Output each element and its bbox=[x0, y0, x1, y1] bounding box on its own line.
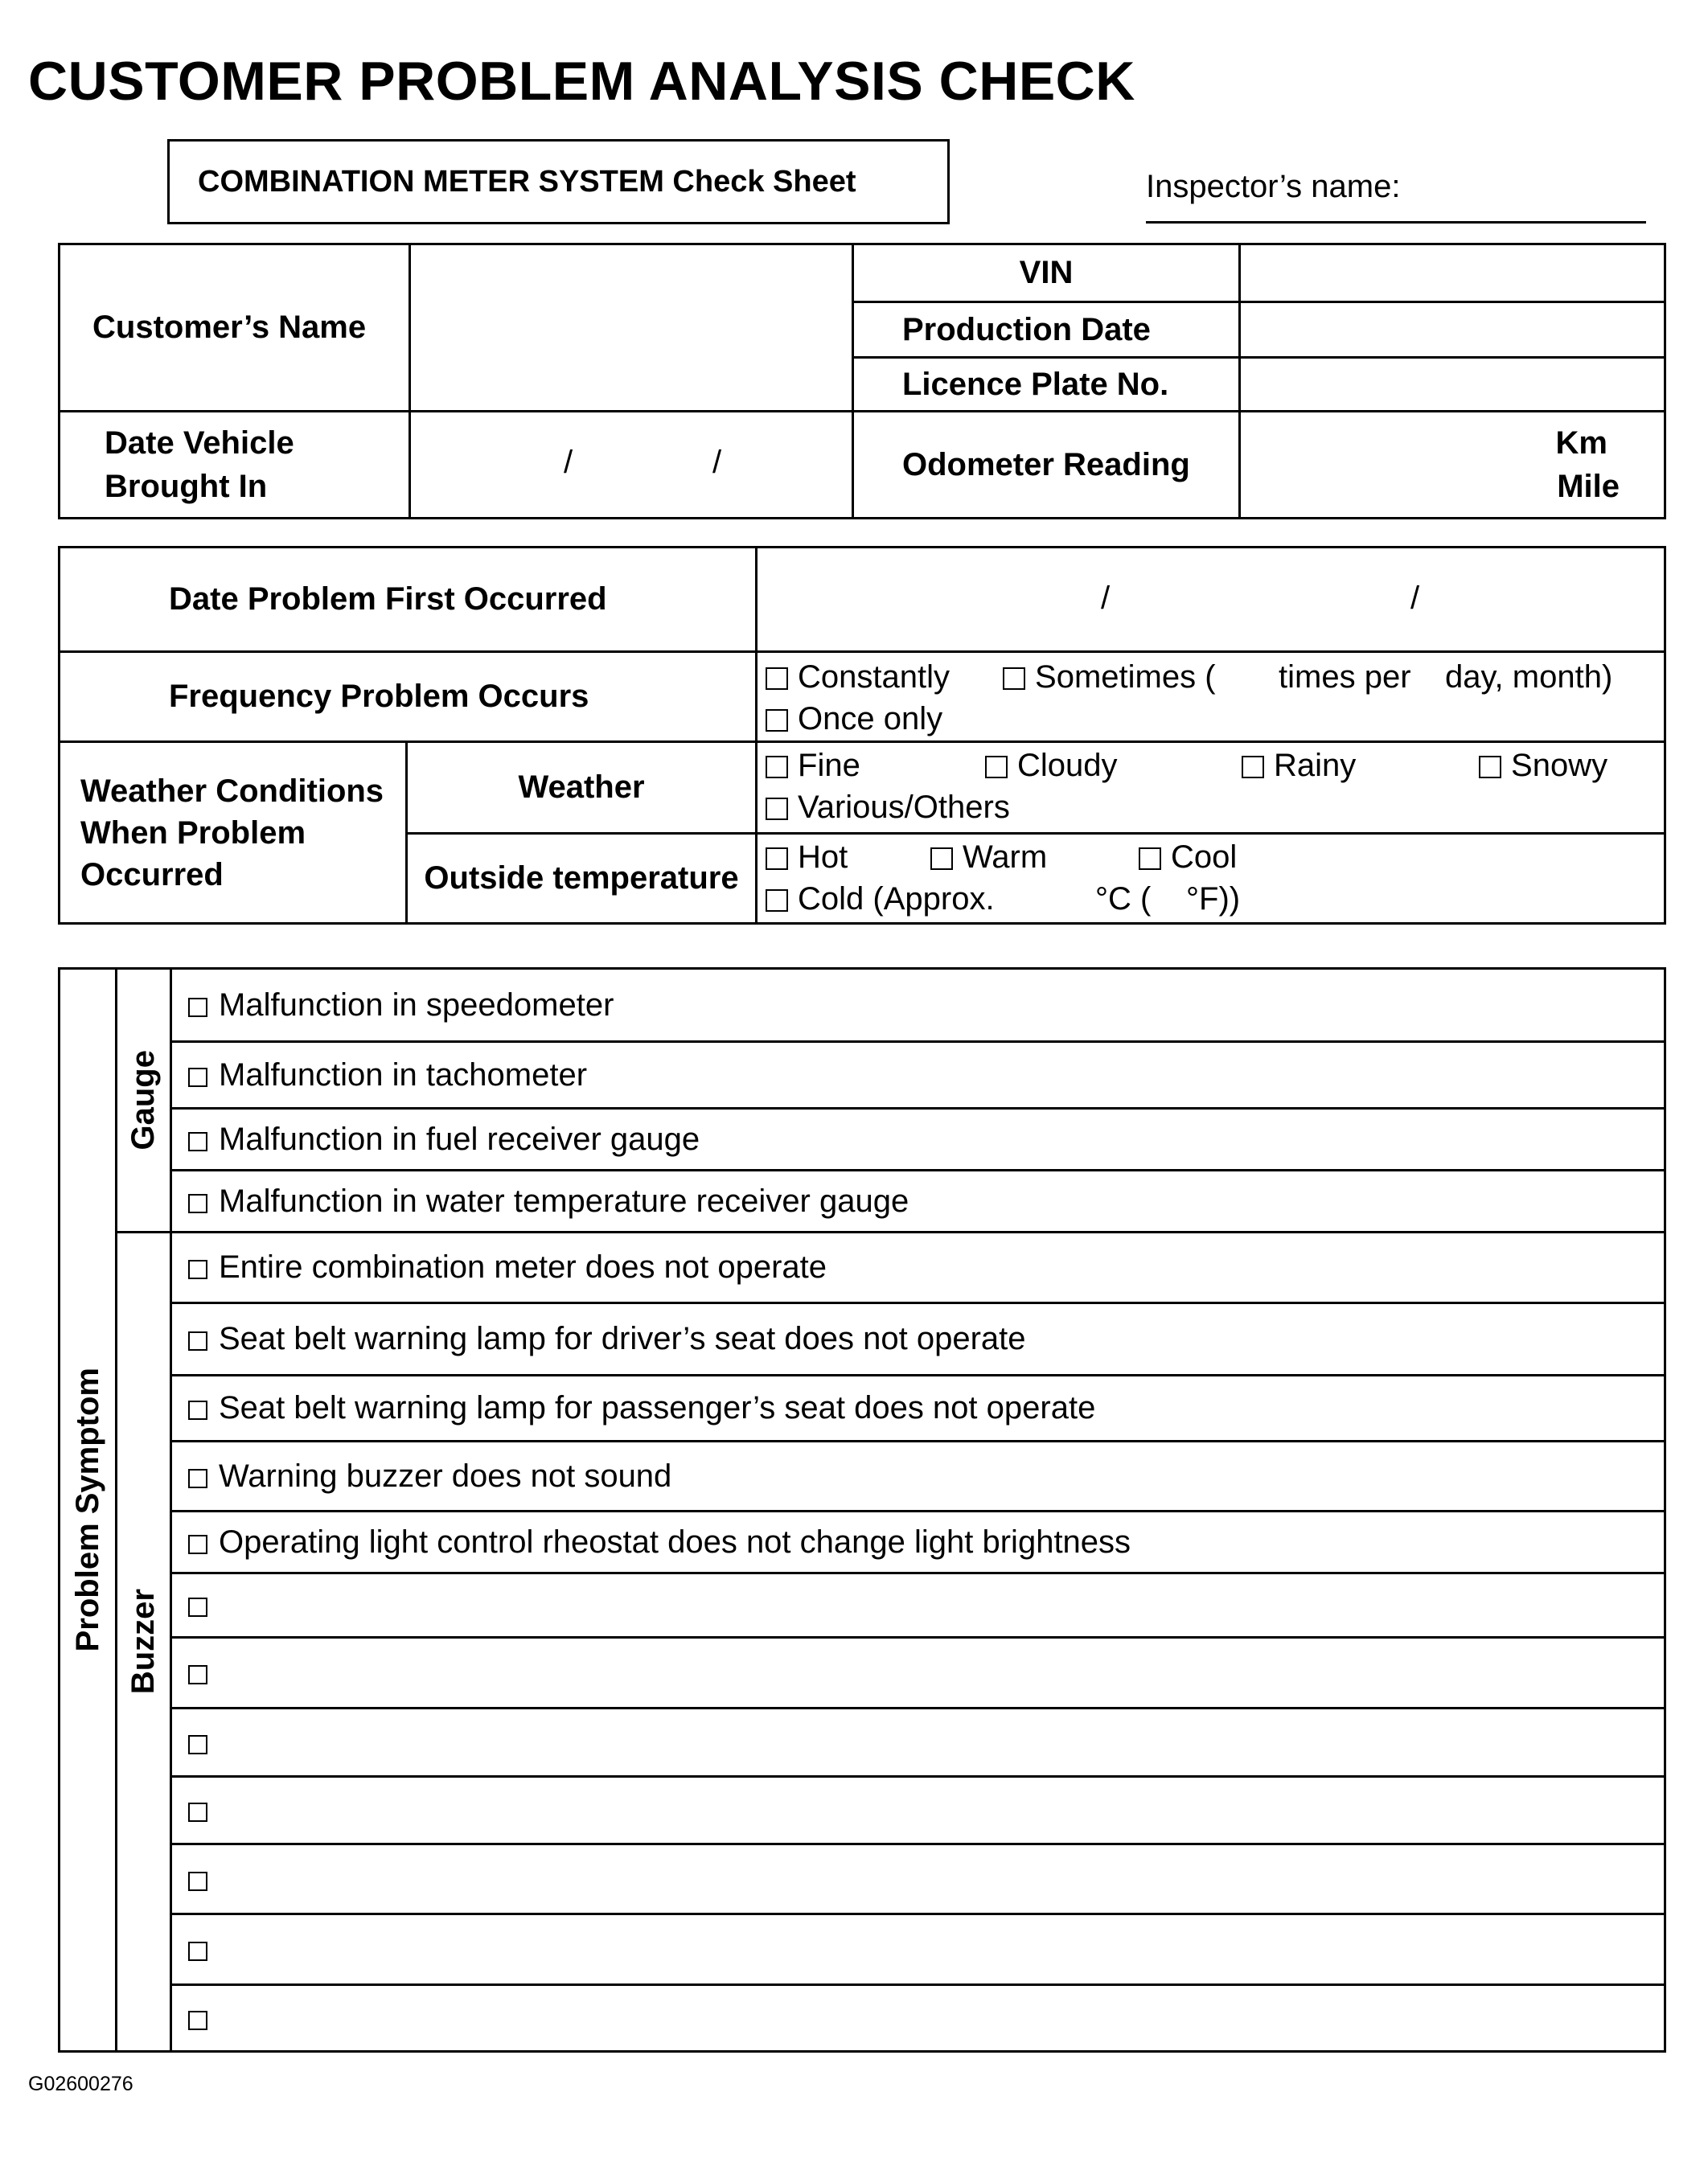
date-slash-1: / bbox=[564, 444, 573, 480]
symptom-item-warning-buzzer[interactable]: Warning buzzer does not sound bbox=[171, 1442, 1665, 1512]
checkbox[interactable] bbox=[985, 756, 1008, 778]
page-title: CUSTOMER PROBLEM ANALYSIS CHECK bbox=[28, 51, 1135, 112]
date-slash-2: / bbox=[712, 444, 722, 480]
checkbox[interactable] bbox=[188, 1535, 207, 1554]
check-sheet-title-box bbox=[167, 139, 950, 224]
checkbox[interactable] bbox=[766, 798, 788, 820]
unit-km: Km bbox=[1555, 425, 1607, 461]
celsius-label: °C ( bbox=[1095, 880, 1152, 917]
checkbox[interactable] bbox=[188, 1194, 207, 1213]
checkbox[interactable] bbox=[188, 1803, 207, 1822]
option-snowy[interactable]: Snowy bbox=[1479, 748, 1607, 784]
symptom-item-speedometer[interactable]: Malfunction in speedometer bbox=[171, 969, 1665, 1042]
checkbox[interactable] bbox=[766, 847, 788, 870]
times-per-label: times per bbox=[1279, 658, 1411, 695]
date-brought-in-label-line2: Brought In bbox=[105, 469, 268, 504]
symptom-item-driver-seatbelt-lamp[interactable]: Seat belt warning lamp for driver’s seat does not operate bbox=[171, 1303, 1665, 1376]
checkbox[interactable] bbox=[188, 1942, 207, 1961]
checkbox[interactable] bbox=[188, 1331, 207, 1351]
checkbox[interactable] bbox=[188, 1260, 207, 1279]
vin-label: VIN bbox=[1019, 255, 1074, 290]
checkbox[interactable] bbox=[188, 998, 207, 1017]
checkbox[interactable] bbox=[188, 2011, 207, 2030]
inspector-name-label: Inspector’s name: bbox=[1146, 169, 1401, 204]
symptom-item-blank[interactable] bbox=[171, 1844, 1665, 1914]
checkbox[interactable] bbox=[766, 889, 788, 912]
checkbox[interactable] bbox=[1139, 847, 1161, 870]
option-once-only[interactable]: Once only bbox=[766, 701, 942, 737]
symptom-item-blank[interactable] bbox=[171, 1985, 1665, 2052]
symptom-item-blank[interactable] bbox=[171, 1709, 1665, 1777]
checkbox[interactable] bbox=[1479, 756, 1501, 778]
vin-field[interactable] bbox=[1240, 244, 1665, 302]
outside-temperature-label: Outside temperature bbox=[424, 860, 739, 896]
symptom-item-tachometer[interactable]: Malfunction in tachometer bbox=[171, 1042, 1665, 1109]
checkbox[interactable] bbox=[188, 1665, 207, 1684]
symptom-item-blank[interactable] bbox=[171, 1573, 1665, 1638]
weather-conditions-label-line2: When Problem bbox=[80, 814, 306, 851]
symptom-item-fuel-gauge[interactable]: Malfunction in fuel receiver gauge bbox=[171, 1109, 1665, 1171]
checkbox[interactable] bbox=[188, 1401, 207, 1420]
weather-conditions-label-line3: Occurred bbox=[80, 856, 224, 892]
checkbox[interactable] bbox=[930, 847, 953, 870]
option-cool[interactable]: Cool bbox=[1139, 839, 1237, 876]
checkbox[interactable] bbox=[188, 1735, 207, 1754]
licence-plate-field[interactable] bbox=[1240, 358, 1665, 412]
option-constantly[interactable]: Constantly bbox=[766, 659, 950, 695]
date-brought-in-field[interactable] bbox=[410, 412, 853, 519]
date-slash-4: / bbox=[1410, 580, 1420, 616]
inspector-name-line[interactable] bbox=[1146, 221, 1646, 224]
option-hot[interactable]: Hot bbox=[766, 839, 848, 876]
checkbox[interactable] bbox=[766, 709, 788, 732]
checkbox[interactable] bbox=[1003, 667, 1025, 690]
checkbox[interactable] bbox=[766, 667, 788, 690]
odometer-field[interactable] bbox=[1240, 412, 1665, 519]
date-first-occurred-field[interactable] bbox=[757, 548, 1665, 652]
symptom-item-blank[interactable] bbox=[171, 1914, 1665, 1985]
symptom-item-water-temp-gauge[interactable]: Malfunction in water temperature receiver gauge bbox=[171, 1171, 1665, 1233]
checkbox[interactable] bbox=[1242, 756, 1264, 778]
symptom-item-rheostat[interactable]: Operating light control rheostat does not change light brightness bbox=[171, 1512, 1665, 1573]
figure-id: G02600276 bbox=[28, 2073, 133, 2095]
fahrenheit-label: °F)) bbox=[1186, 880, 1241, 917]
problem-symptom-label: Problem Symptom bbox=[69, 1368, 105, 1652]
problem-symptom-table bbox=[58, 967, 1666, 2053]
problem-conditions-table bbox=[58, 546, 1666, 925]
symptom-item-passenger-seatbelt-lamp[interactable]: Seat belt warning lamp for passenger’s seat does not operate bbox=[171, 1376, 1665, 1442]
production-date-field[interactable] bbox=[1240, 302, 1665, 358]
date-first-occurred-label: Date Problem First Occurred bbox=[169, 581, 607, 617]
symptom-item-blank[interactable] bbox=[171, 1638, 1665, 1709]
odometer-label: Odometer Reading bbox=[902, 446, 1190, 482]
buzzer-label: Buzzer bbox=[125, 1589, 161, 1695]
licence-plate-label: Licence Plate No. bbox=[902, 366, 1169, 402]
date-slash-3: / bbox=[1101, 580, 1111, 616]
option-fine[interactable]: Fine bbox=[766, 748, 860, 784]
day-month-label: day, month) bbox=[1445, 658, 1613, 695]
checkbox[interactable] bbox=[188, 1068, 207, 1087]
checkbox[interactable] bbox=[188, 1469, 207, 1488]
frequency-label: Frequency Problem Occurs bbox=[169, 679, 589, 714]
weather-conditions-label-line1: Weather Conditions bbox=[80, 773, 384, 809]
option-warm[interactable]: Warm bbox=[930, 839, 1047, 876]
unit-mile: Mile bbox=[1557, 469, 1620, 504]
gauge-label: Gauge bbox=[125, 1050, 161, 1151]
production-date-label: Production Date bbox=[902, 311, 1151, 347]
customer-name-label: Customer’s Name bbox=[92, 310, 367, 345]
option-various-others[interactable]: Various/Others bbox=[766, 790, 1010, 826]
date-brought-in-label-line1: Date Vehicle bbox=[105, 425, 294, 461]
symptom-item-blank[interactable] bbox=[171, 1777, 1665, 1844]
weather-label: Weather bbox=[518, 769, 645, 805]
checkbox[interactable] bbox=[188, 1132, 207, 1151]
check-sheet-title: COMBINATION METER SYSTEM Check Sheet bbox=[198, 164, 856, 199]
option-rainy[interactable]: Rainy bbox=[1242, 748, 1356, 784]
customer-name-field[interactable] bbox=[410, 244, 853, 412]
symptom-item-meter-inoperative[interactable]: Entire combination meter does not operate bbox=[171, 1233, 1665, 1303]
option-sometimes[interactable]: Sometimes ( bbox=[1003, 659, 1216, 695]
vehicle-info-table bbox=[58, 243, 1666, 519]
checkbox[interactable] bbox=[188, 1872, 207, 1891]
option-cloudy[interactable]: Cloudy bbox=[985, 748, 1118, 784]
checkbox[interactable] bbox=[188, 1598, 207, 1617]
option-cold[interactable]: Cold (Approx. bbox=[766, 881, 995, 917]
checkbox[interactable] bbox=[766, 756, 788, 778]
